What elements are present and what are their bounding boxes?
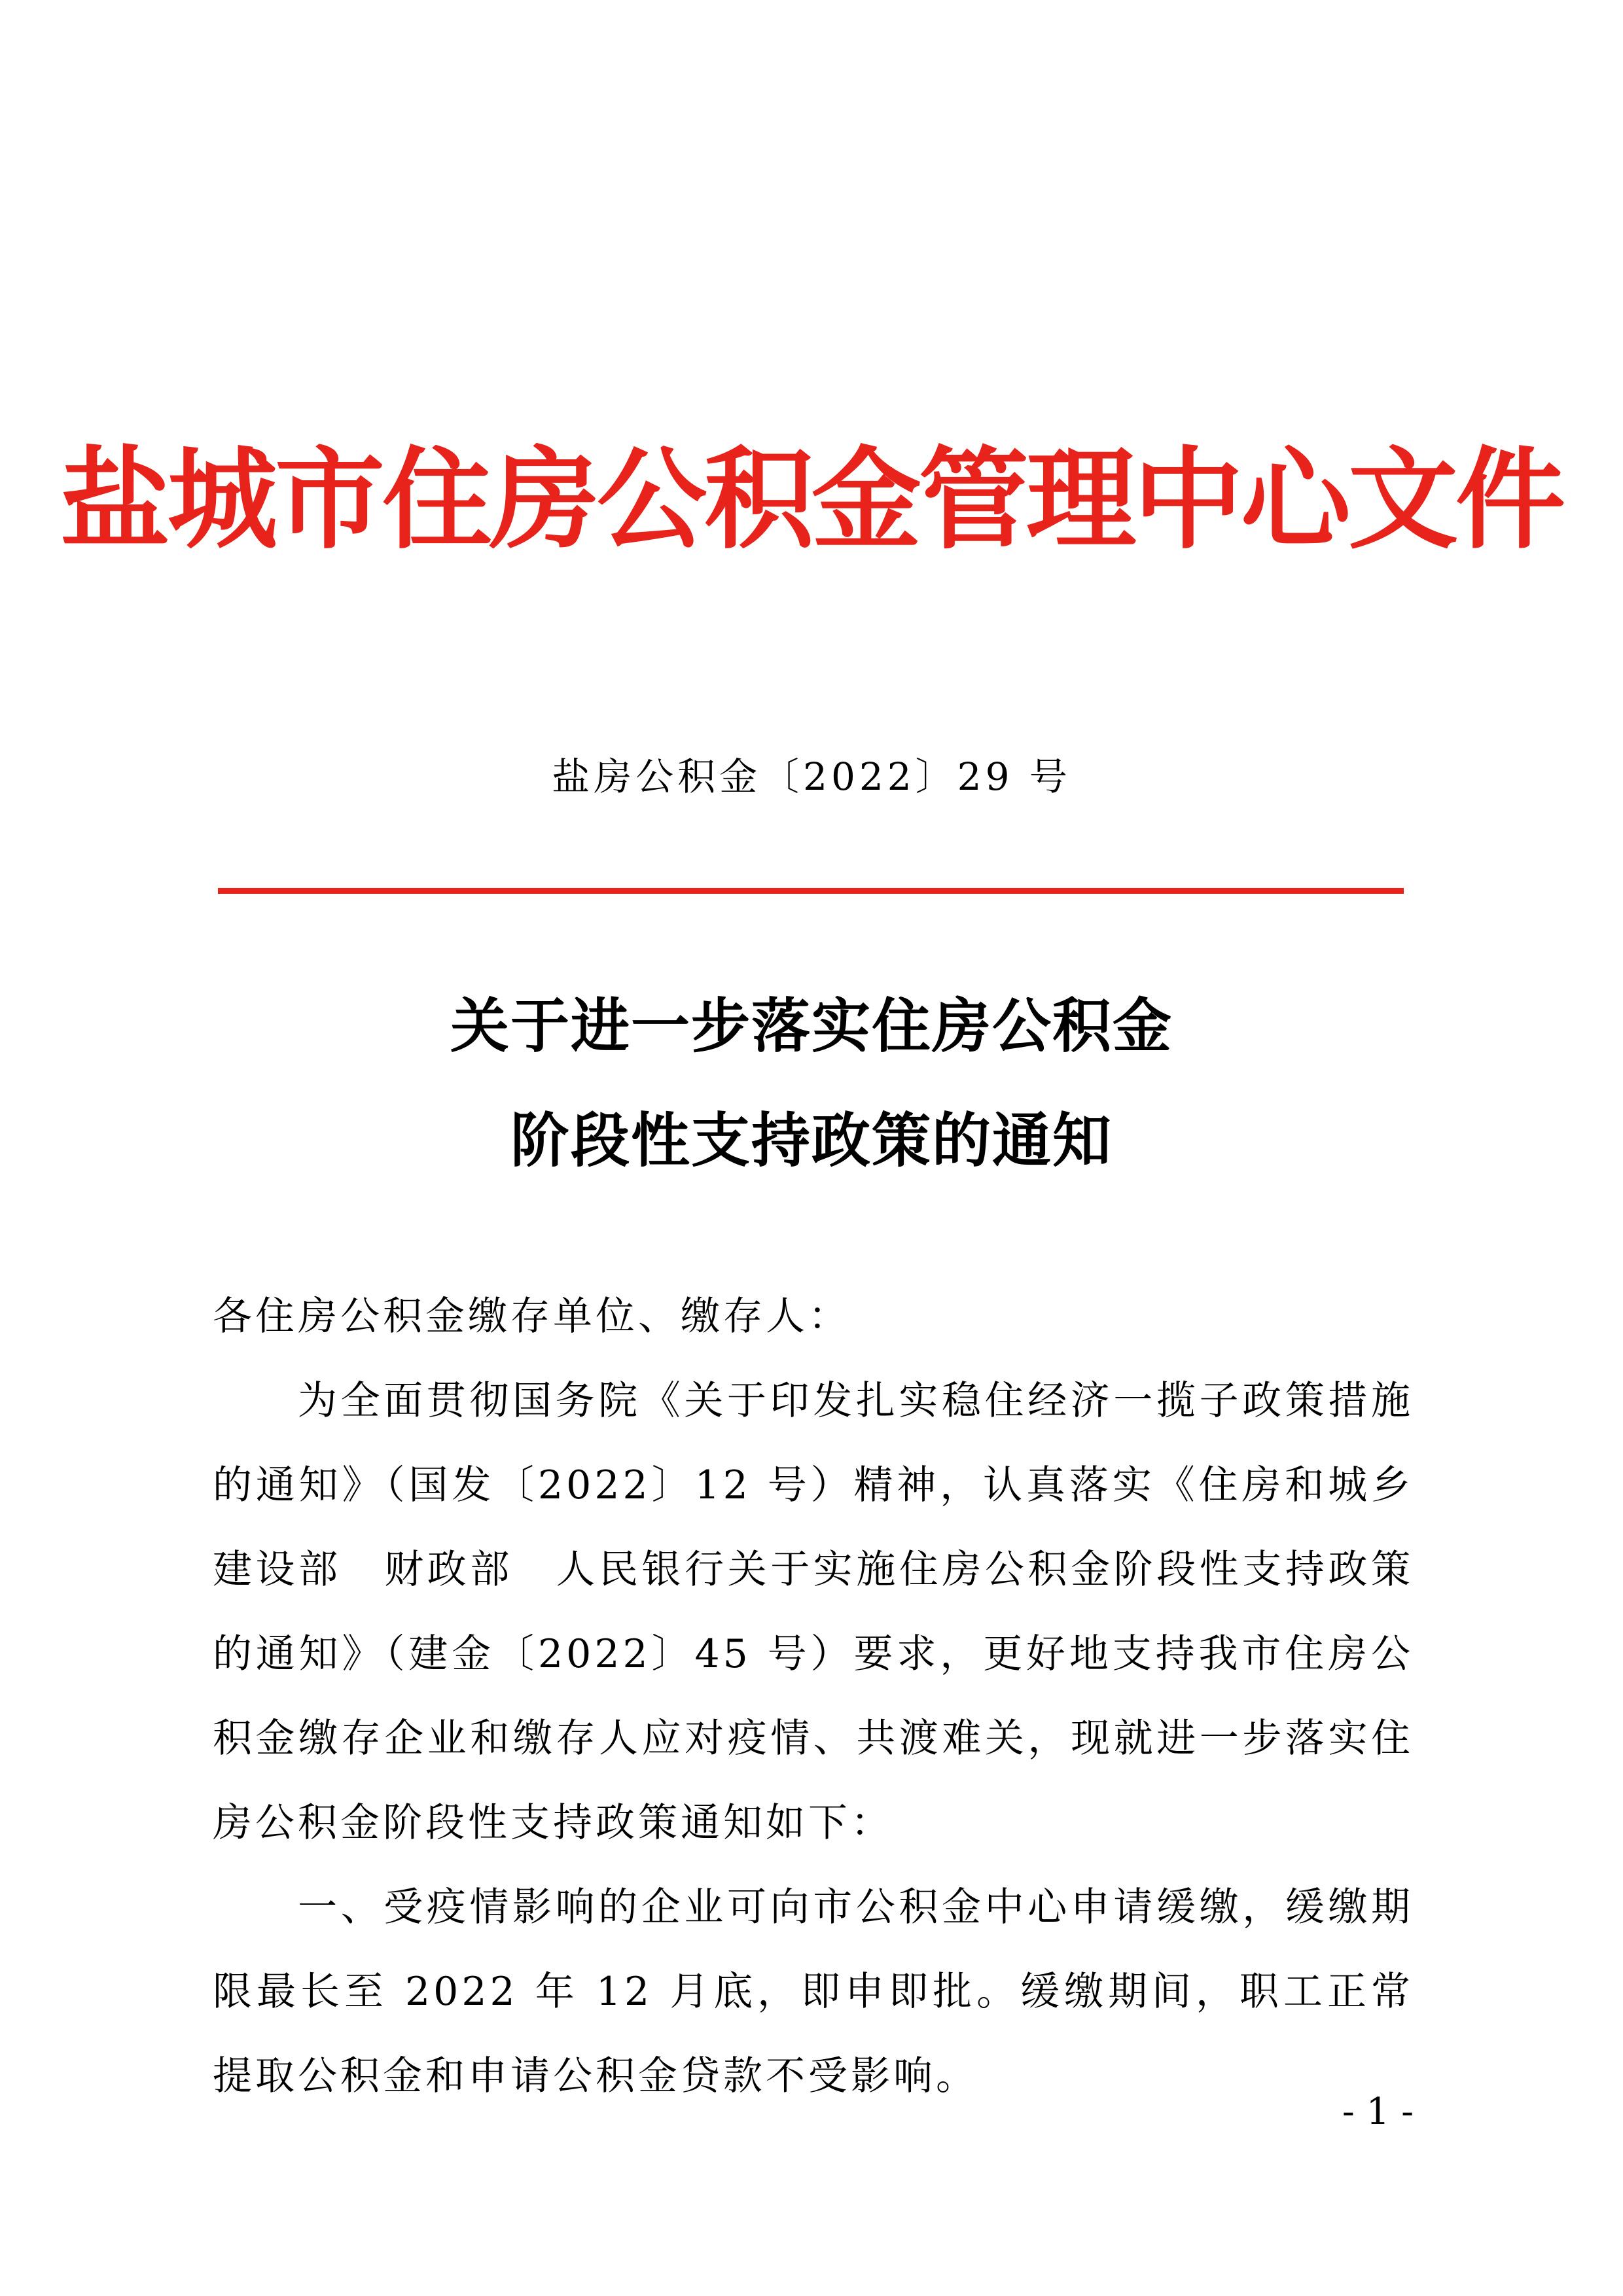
document-title-line-1: 关于进一步落实住房公积金	[450, 992, 1173, 1061]
red-divider-line	[218, 888, 1404, 894]
document-number: 盐房公积金〔2022〕29 号	[552, 754, 1071, 799]
page-number: - 1 -	[1342, 2091, 1414, 2133]
body-paragraph-intro: 为全面贯彻国务院《关于印发扎实稳住经济一揽子政策措施的通知》（国发〔2022〕12 号）精神，认真落实《住房和城乡建设部 财政部 人民银行关于实施住房公积金阶段性支持政策的通知》（建金〔2022〕45 号）要求，更好地支持我市住房公积金缴存企业和缴存人应对疫情、共渡难关，现就进一步落实住房公积金阶段性支持政策通知如下：	[213, 1378, 1414, 1846]
document-body	[213, 1275, 1414, 2119]
salutation: 各住房公积金缴存单位、缴存人：	[213, 1294, 851, 1339]
org-header-title: 盐城市住房公积金管理中心文件	[60, 435, 1563, 564]
body-paragraph-item-1: 一、受疫情影响的企业可向市公积金中心申请缓缴，缓缴期限最长至 2022 年 12 月底，即申即批。缓缴期间，职工正常提取公积金和申请公积金贷款不受影响。	[213, 1884, 1414, 2099]
document-title-line-2: 阶段性支持政策的通知	[510, 1106, 1113, 1175]
